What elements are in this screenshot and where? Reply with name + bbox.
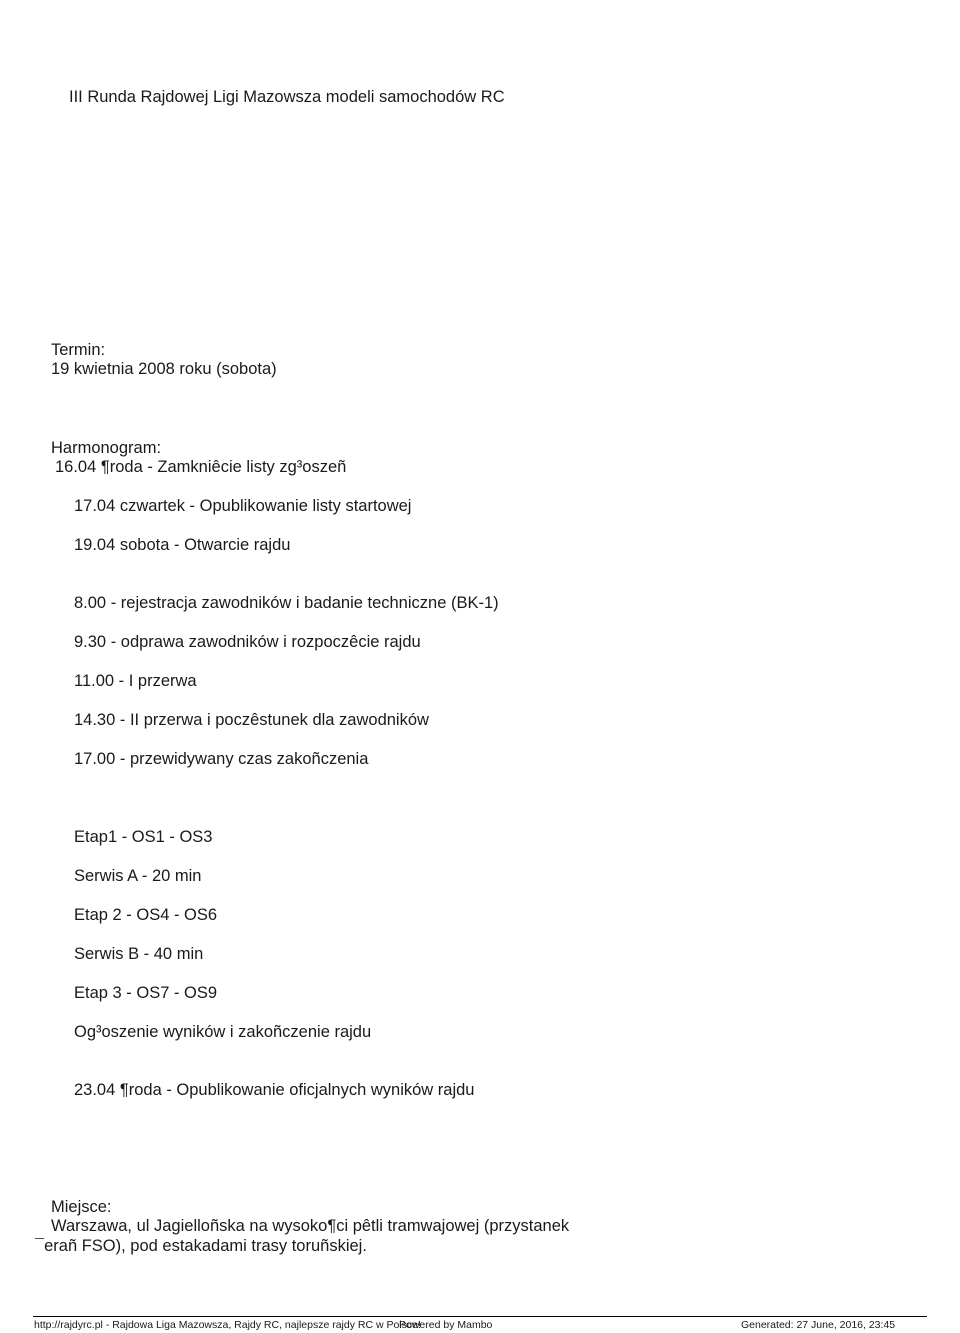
page-footer (33, 1316, 927, 1333)
harmonogram-item: 14.30 - II przerwa i poczêstunek dla zawodników (74, 711, 429, 729)
harmonogram-item: 11.00 - I przerwa (74, 672, 197, 690)
page-title: III Runda Rajdowej Ligi Mazowsza modeli samochodów RC (69, 88, 505, 106)
etap-item: Etap1 - OS1 - OS3 (74, 828, 213, 846)
harmonogram-item: 17.04 czwartek - Opublikowanie listy startowej (74, 497, 412, 515)
publikacja-wynikow: 23.04 ¶roda - Opublikowanie oficjalnych wyników rajdu (74, 1081, 475, 1099)
miejsce-line2: ¯erañ FSO), pod estakadami trasy toruñskiej. (35, 1237, 367, 1255)
termin-label: Termin: (51, 341, 106, 359)
harmonogram-item: 17.00 - przewidywany czas zakoñczenia (74, 750, 369, 768)
termin-value: 19 kwietnia 2008 roku (sobota) (51, 360, 277, 378)
harmonogram-item: 16.04 ¶roda - Zamkniêcie listy zg³oszeñ (55, 458, 347, 476)
harmonogram-item: 9.30 - odprawa zawodników i rozpoczêcie rajdu (74, 633, 421, 651)
etap-item: Og³oszenie wyników i zakoñczenie rajdu (74, 1023, 372, 1041)
harmonogram-item: 19.04 sobota - Otwarcie rajdu (74, 536, 291, 554)
etap-item: Serwis B - 40 min (74, 945, 204, 963)
etap-item: Etap 3 - OS7 - OS9 (74, 984, 218, 1002)
harmonogram-label: Harmonogram: (51, 439, 162, 457)
footer-generated-date: Generated: 27 June, 2016, 23:45 (741, 1319, 896, 1331)
miejsce-line1: Warszawa, ul Jagielloñska na wysoko¶ci pêtli tramwajowej (przystanek (51, 1217, 570, 1235)
miejsce-label: Miejsce: (51, 1198, 112, 1216)
etap-item: Etap 2 - OS4 - OS6 (74, 906, 218, 924)
footer-site-link[interactable]: http://rajdyrc.pl - Rajdowa Liga Mazowsza, Rajdy RC, najlepsze rajdy RC w Polsce! (34, 1319, 421, 1331)
harmonogram-item: 8.00 - rejestracja zawodników i badanie techniczne (BK-1) (74, 594, 499, 612)
etap-item: Serwis A - 20 min (74, 867, 202, 885)
footer-powered-by: Powered by Mambo (399, 1319, 493, 1331)
